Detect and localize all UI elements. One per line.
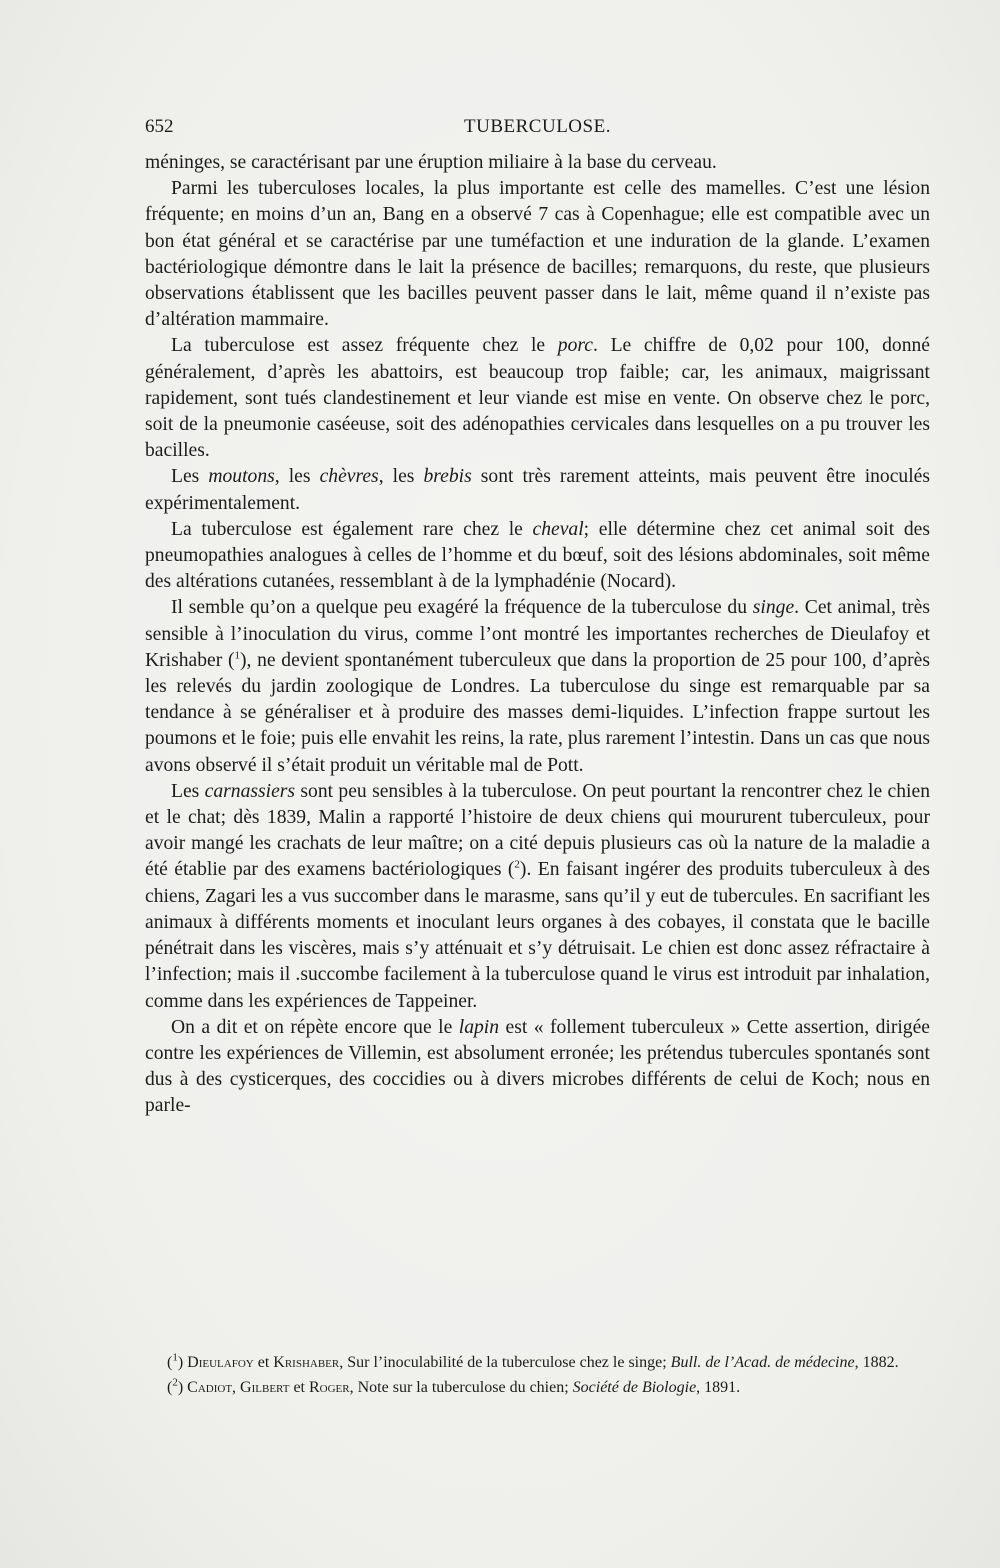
footnote-marker: 1 (172, 1351, 178, 1364)
text-run: ) (177, 1354, 188, 1371)
text-run: méninges, se caractérisant par une éruption miliaire à la base du cerveau. (145, 152, 717, 173)
author-name: Gilbert (240, 1379, 290, 1396)
italic-text: porc (557, 335, 593, 357)
text-run: , (232, 1379, 241, 1396)
footnote (145, 1352, 930, 1373)
text-run: , Sur l’inoculabilité de la tuberculose chez le singe; (339, 1354, 671, 1371)
text-run: , 1882. (854, 1354, 899, 1371)
text-run: et (253, 1354, 274, 1371)
italic-text: chèvres (319, 466, 379, 488)
text-run: , les (274, 466, 320, 488)
text-run: Il semble qu’on a quelque peu exagéré la fréquence de la tuberculose du (171, 597, 753, 619)
text-run: ) (177, 1379, 188, 1396)
text-run: Parmi les tuberculoses locales, la plus importante est celle des mamelles. C’est une lésion fréquente; en moins d’un an, Bang en a observé 7 cas à Copenhague; elle est compatible avec un bon état général et se caractérise par une tuméfaction et une induration de la glande. L’examen bactériologique démontre dans le lait la présence de bacilles; remarquons, du reste, que plusieurs observations établissent que les bacilles peuvent passer dans le lait, même quand il n’existe pas d’altération mammaire. (145, 178, 930, 331)
footnote-marker: 1 (234, 649, 240, 662)
paragraph (145, 150, 930, 176)
text-run: ( (167, 1354, 173, 1371)
italic-text: singe (752, 597, 795, 619)
italic-text: Bull. de l’Acad. de médecine (670, 1354, 855, 1371)
paragraph (145, 595, 930, 778)
paragraph (145, 464, 930, 516)
paragraph (145, 1015, 930, 1120)
italic-text: carnassiers (204, 780, 296, 802)
text-run: est « follement tuberculeux » Cette assertion, dirigée contre les expériences de Villemin, est absolument erronée; les prétendus tubercules spontanés sont dus à des cysticerques, des coccidies ou à divers microbes différents de celui de Koch; nous en parle- (145, 1016, 930, 1117)
text-run: , Note sur la tuberculose du chien; (349, 1379, 573, 1396)
page-number: 652 (145, 116, 174, 137)
text-run: , les (378, 466, 424, 488)
paragraph (145, 333, 930, 464)
text-run: Les (171, 780, 205, 802)
text-run: sont très rarement atteints, mais peuvent être inoculés expérimentalement. (145, 466, 930, 514)
text-run: . Cet animal, très sensible à l’inoculation du virus, comme l’ont montré les importantes recherches de Dieulafoy et Krishaber ( (145, 597, 931, 671)
italic-text: Société de Biologie (572, 1379, 697, 1396)
author-name: Cadiot (187, 1379, 233, 1396)
text-run: ), ne devient spontanément tuberculeux que dans la proportion de 25 pour 100, d’après les relevés du jardin zoologique de Londres. La tuberculose du singe est remarquable par sa tendance à se généraliser et à produire des masses demi-liquides. L’infection frappe surtout les poumons et le foie; puis elle envahit les reins, la rate, plus rarement l’intestin. Dans un cas que nous avons observé il s’était produit un véritable mal de Pott. (145, 649, 930, 776)
author-name: Roger (308, 1379, 350, 1396)
text-run: ( (167, 1379, 173, 1396)
text-run: On a dit et on répète encore que le (171, 1016, 459, 1038)
footnote-marker: 2 (172, 1376, 178, 1389)
text-run: . Le chiffre de 0,02 pour 100, donné généralement, d’après les abattoirs, est beaucoup trop faible; car, les animaux, maigrissant rapidement, sont tués clandestinement et leur viande est mise en vente. On observe chez le porc, soit de la pneumonie caséeuse, soit des adénopathies cervicales dans lesquelles on a pu trouver les bacilles. (145, 335, 930, 462)
author-name: Krishaber (273, 1354, 340, 1371)
text-run: sont peu sensibles à la tuberculose. On peut pourtant la rencontrer chez le chien et le chat; dès 1839, Malin a rapporté l’histoire de deux chiens qui moururent tuberculeux, pour avoir mangé les crachats de leur maître; on a cité depuis plusieurs cas où la nature de la maladie a été établie par des examens bactériologiques ( (145, 780, 930, 881)
footnotes (145, 1352, 930, 1398)
page-header (145, 116, 930, 144)
text-run: La tuberculose est assez fréquente chez le (171, 335, 558, 357)
author-name: Dieulafoy (187, 1354, 254, 1371)
body-text (145, 150, 930, 1120)
text-run: , 1891. (696, 1379, 741, 1396)
paragraph (145, 779, 930, 1015)
running-title: TUBERCULOSE. (464, 116, 611, 137)
paragraph (145, 176, 930, 333)
paragraph (145, 517, 930, 596)
text-run: ; elle détermine chez cet animal soit des pneumopathies analogues à celles de l’homme et du bœuf, soit des lésions abdominales, soit même des altérations cutanées, ressemblant à de la lymphadénie (Nocard). (145, 518, 931, 593)
text-run: La tuberculose est également rare chez le (171, 518, 533, 540)
italic-text: brebis (423, 466, 472, 488)
italic-text: moutons (208, 466, 275, 488)
italic-text: cheval (532, 518, 584, 540)
text-run: ). En faisant ingérer des produits tuberculeux à des chiens, Zagari les a vus succomber dans le marasme, sans qu’il y eut de tubercules. En sacrifiant les animaux à différents moments et inoculant leurs organes à des cobayes, il constata que le bacille pénétrait dans les viscères, mais s’y atténuait et s’y détruisait. Le chien est donc assez réfractaire à l’infection; mais il .succombe facilement à la tuberculose quand le virus est introduit par inhalation, comme dans les expériences de Tappeiner. (145, 859, 931, 1012)
footnote (145, 1377, 930, 1398)
text-run: Les (171, 466, 209, 488)
text-run: et (289, 1379, 309, 1396)
italic-text: lapin (458, 1016, 500, 1038)
footnote-marker: 2 (514, 858, 520, 871)
